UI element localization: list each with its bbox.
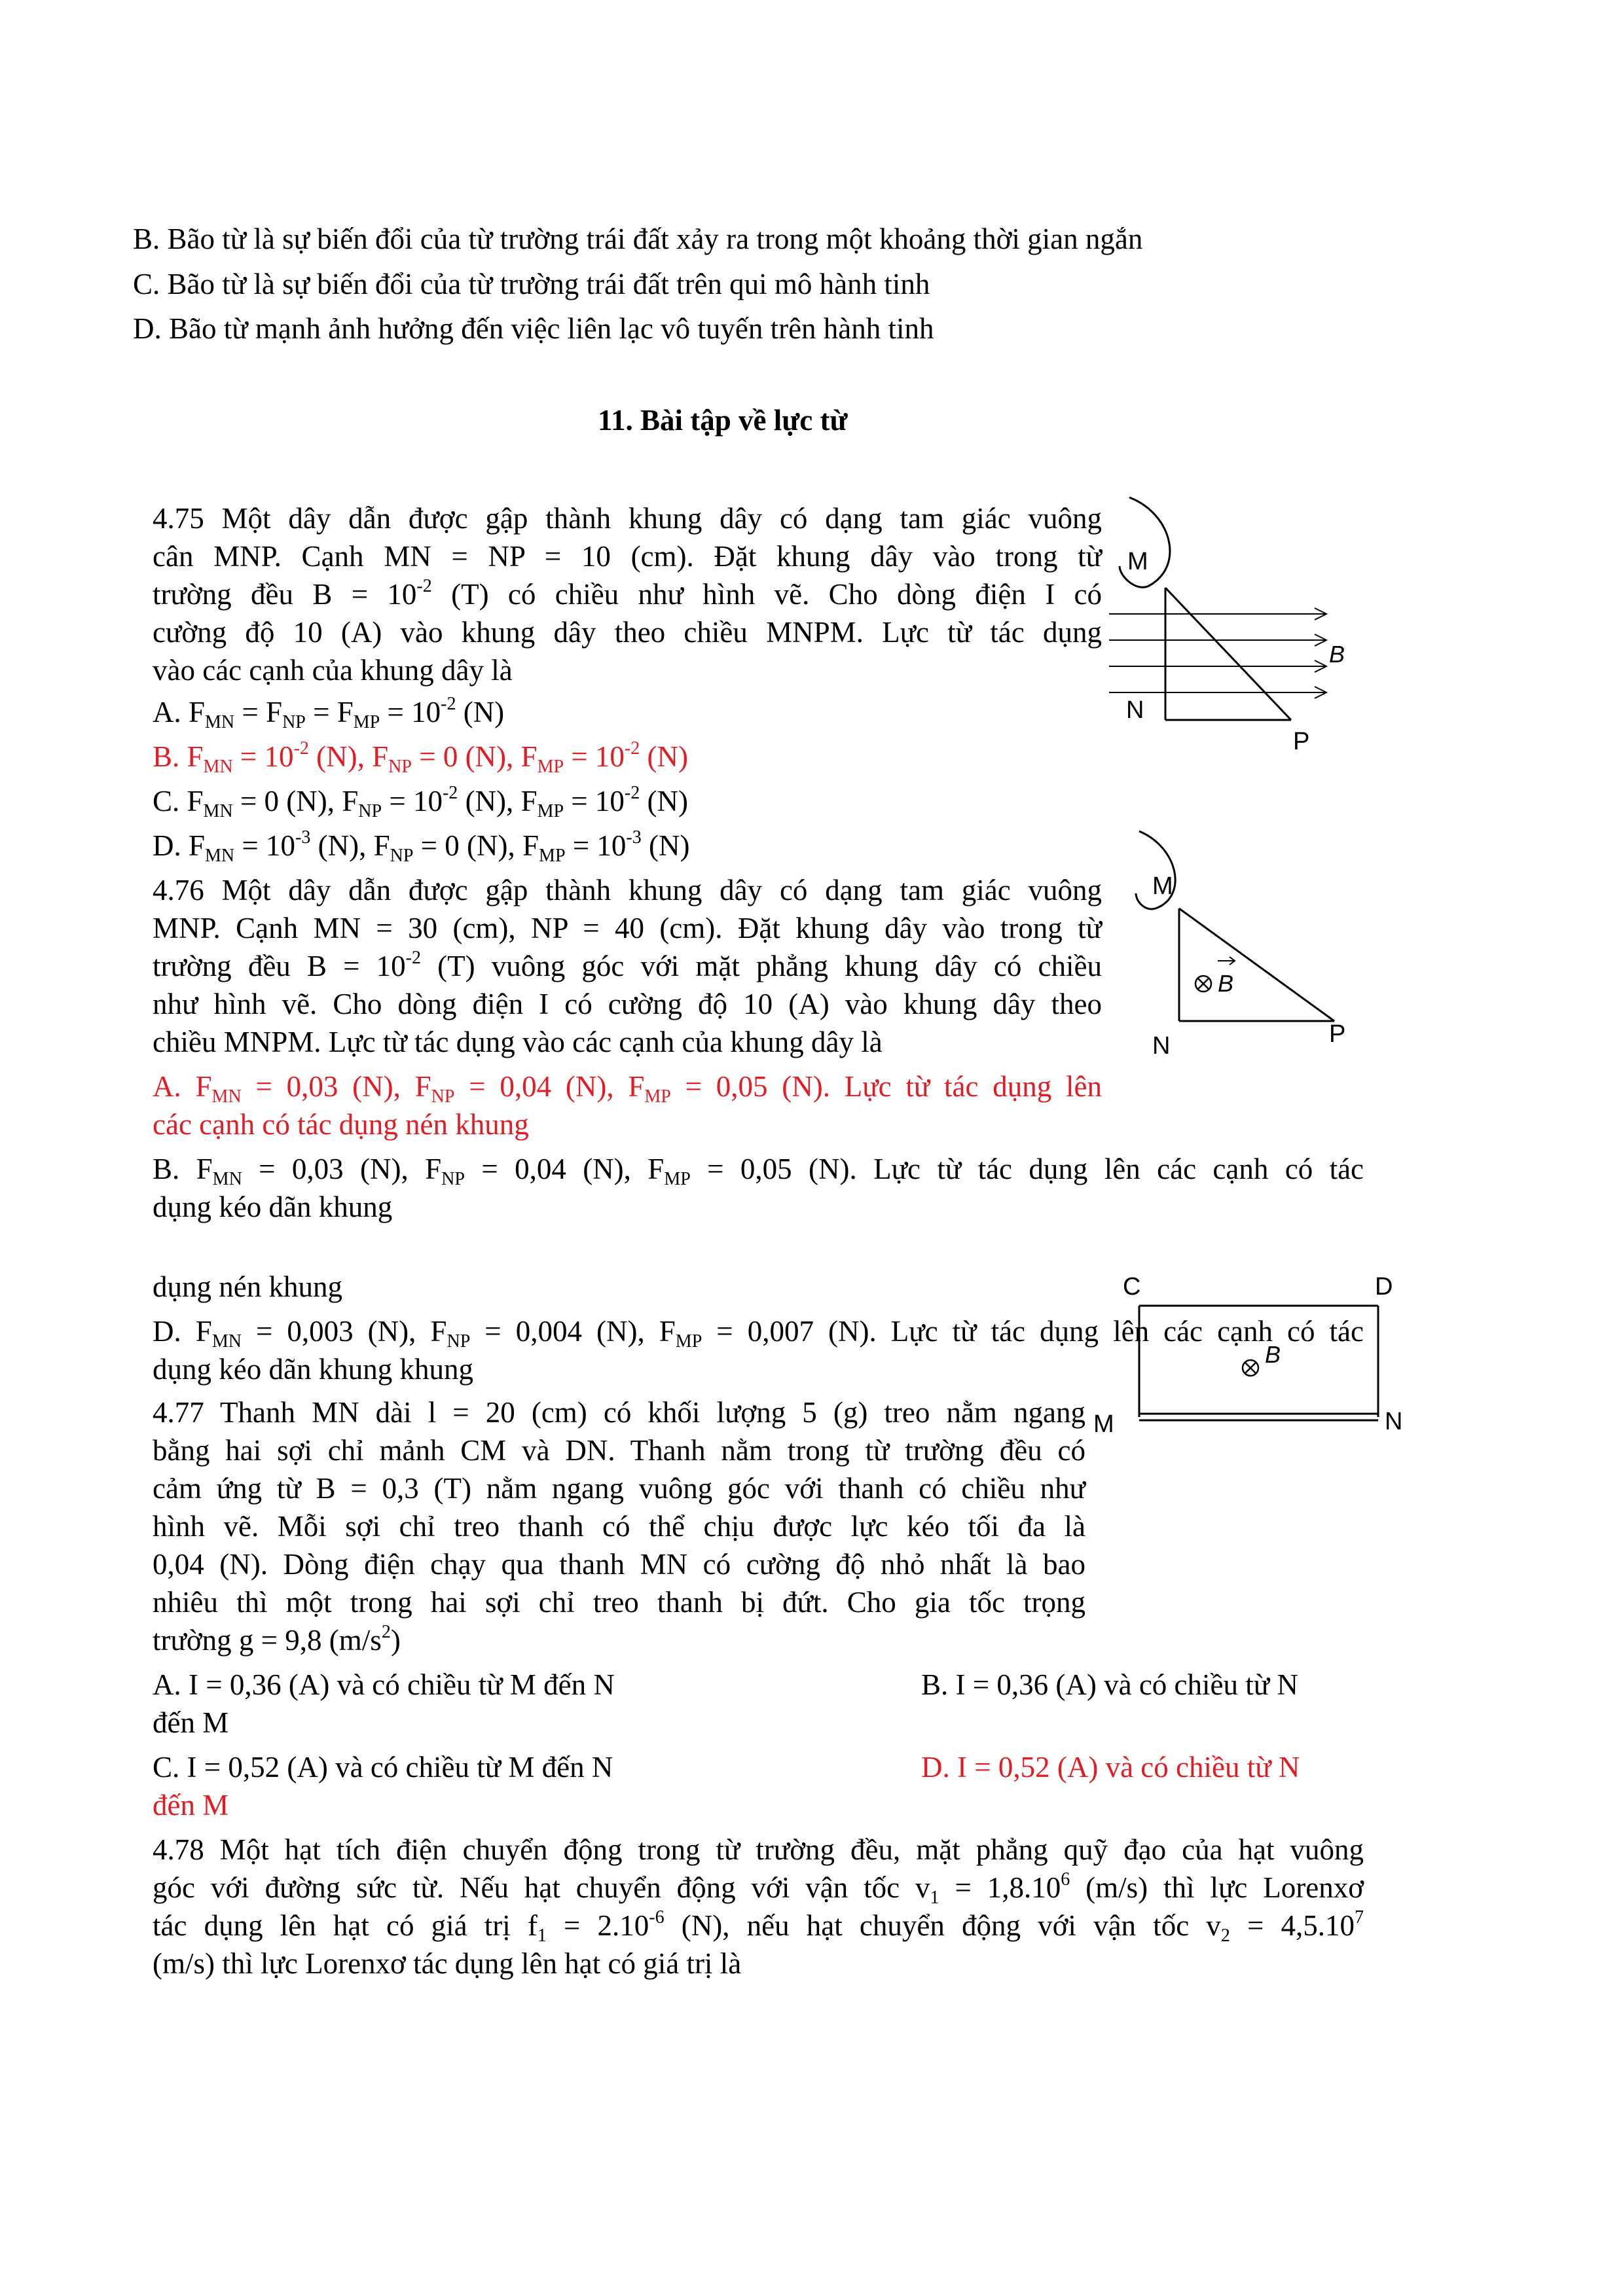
- option-b-text: B. Bão từ là sự biến đổi của từ trường trái đất xảy ra trong một khoảng thời gian ngắn: [133, 223, 1143, 255]
- q475-line: 4.75 Một dây dẫn được gập thành khung dây có dạng tam giác vuông: [153, 502, 1102, 535]
- q476-line: 4.76 Một dây dẫn được gập thành khung dây có dạng tam giác vuông: [153, 874, 1102, 906]
- q475-line: vào các cạnh của khung dây là: [153, 654, 513, 687]
- q476-option-d-cont: dụng kéo dãn khung khung: [153, 1353, 473, 1386]
- q476-option-b-cont: dụng kéo dãn khung: [153, 1191, 393, 1223]
- q476-line: MNP. Cạnh MN = 30 (cm), NP = 40 (cm). Đặt khung dây vào trong từ: [153, 912, 1102, 944]
- q476-figure: [1100, 831, 1414, 1067]
- q475-option-b: B. $F_{MN} = 10^{-2}$ (N), $F_{NP} = 0$ (N), $F_{MP} = 10^{-2}$ (N): [153, 738, 688, 777]
- q477-option-b-tail: đến M: [153, 1706, 229, 1739]
- label-b: B: [1218, 970, 1234, 997]
- label-m: M: [1127, 548, 1148, 575]
- label-p: P: [1329, 1020, 1346, 1048]
- q477-option-c: C. I = 0,52 (A) và có chiều từ M đến N: [153, 1751, 613, 1784]
- q475-option-c: C. $F_{MN} = 0$ (N), $F_{NP} = 10^{-2}$ (N), $F_{MP} = 10^{-2}$ (N): [153, 783, 688, 821]
- label-n: N: [1152, 1032, 1171, 1060]
- q476-line: chiều MNPM. Lực từ tác dụng vào các cạnh của khung dây là: [153, 1026, 883, 1058]
- label-n: N: [1126, 696, 1144, 724]
- q476-option-c-tail: dụng nén khung: [153, 1270, 342, 1303]
- q475-figure: [1100, 497, 1440, 772]
- q476-option-d: D. $F_{MN} = 0,003$ (N), $F_{NP} = 0,004$ (N), $F_{MP} = 0,007$ (N). Lực từ tác dụng lên các cạnh có tác: [153, 1315, 1364, 1352]
- q476-option-a-cont: các cạnh có tác dụng nén khung: [153, 1108, 529, 1141]
- q477-option-d: D. I = 0,52 (A) và có chiều từ N: [921, 1751, 1300, 1784]
- field-into-page-icon: [1243, 1360, 1258, 1376]
- q477-line: 0,04 (N). Dòng điện chạy qua thanh MN có cường độ nhỏ nhất là bao: [153, 1548, 1085, 1581]
- q478-line: góc với đường sức từ. Nếu hạt chuyển động với vận tốc $v_1 = 1,8.10^6$ (m/s) thì lực Lorenxơ: [153, 1869, 1364, 1908]
- side-mp: [1179, 908, 1334, 1021]
- field-line-arrows: [1109, 608, 1326, 698]
- q476-line: như hình vẽ. Cho dòng điện I có cường độ 10 (A) vào khung dây theo: [153, 988, 1102, 1020]
- q478-line: (m/s) thì lực Lorenxơ tác dụng lên hạt có giá trị là: [153, 1947, 742, 1980]
- q475-line: trường đều $B = 10^{-2}$ (T) có chiều như hình vẽ. Cho dòng điện I có: [153, 576, 1103, 611]
- label-d: D: [1375, 1273, 1393, 1300]
- q475-option-a: A. $F_{MN} = F_{NP} = F_{MP} = 10^{-2}$ (N): [153, 694, 505, 732]
- q477-line: hình vẽ. Mỗi sợi chỉ treo thanh có thể chịu được lực kéo tối đa là: [153, 1510, 1085, 1543]
- q478-line: 4.78 Một hạt tích điện chuyển động trong từ trường đều, mặt phẳng quỹ đạo của hạt vuông: [153, 1833, 1364, 1866]
- label-m: M: [1152, 872, 1173, 900]
- q477-line: trường g = 9,8 $(m/s^2)$: [153, 1622, 401, 1657]
- q477-option-a: A. I = 0,36 (A) và có chiều từ M đến N: [153, 1668, 615, 1701]
- q476-line: trường đều $B = 10^{-2}$ (T) vuông góc với mặt phẳng khung dây có chiều: [153, 948, 1103, 982]
- q477-figure: [1093, 1270, 1421, 1460]
- option-c-text: C. Bão từ là sự biến đổi của từ trường trái đất trên qui mô hành tinh: [133, 268, 930, 300]
- q475-option-d: D. $F_{MN} = 10^{-3}$ (N), $F_{NP} = 0$ (N), $F_{MP} = 10^{-3}$ (N): [153, 827, 690, 866]
- q477-line: 4.77 Thanh MN dài l = 20 (cm) có khối lượng 5 (g) treo nằm ngang: [153, 1396, 1085, 1429]
- label-b: B: [1329, 641, 1345, 668]
- q476-option-b: B. $F_{MN} = 0,03$ (N), $F_{NP} = 0,04$ (N), $F_{MP} = 0,05$ (N). Lực từ tác dụng lên các cạnh có tác: [153, 1153, 1364, 1189]
- q476-option-a: A. $F_{MN} = 0,03$ (N), $F_{NP} = 0,04$ (N), $F_{MP} = 0,05$ (N). Lực từ tác dụng lên: [153, 1070, 1103, 1107]
- label-m: M: [1093, 1410, 1114, 1438]
- q477-option-d-tail: đến M: [153, 1789, 229, 1821]
- q477-option-b: B. I = 0,36 (A) và có chiều từ N: [921, 1668, 1298, 1701]
- q477-line: bằng hai sợi chỉ mảnh CM và DN. Thanh nằm trong từ trường đều có: [153, 1434, 1085, 1467]
- side-mp: [1165, 588, 1291, 720]
- option-d-text: D. Bão từ mạnh ảnh hưởng đến việc liên lạc vô tuyến trên hành tinh: [133, 312, 934, 345]
- label-b: B: [1265, 1341, 1281, 1368]
- label-c: C: [1123, 1273, 1141, 1300]
- q478-line: tác dụng lên hạt có giá trị $f_1 = 2.10^{-6}$ (N), nếu hạt chuyển động với vận tốc $v_2 = 4,5.10^7$: [153, 1907, 1364, 1946]
- field-into-page-icon: [1195, 976, 1211, 992]
- label-n: N: [1385, 1408, 1403, 1435]
- section-title: 11. Bài tập về lực từ: [598, 404, 848, 437]
- q475-line: cân MNP. Cạnh MN = NP = 10 (cm). Đặt khung dây vào trong từ: [153, 540, 1102, 573]
- q477-line: cảm ứng từ B = 0,3 (T) nằm ngang vuông góc với thanh có chiều như: [153, 1472, 1085, 1505]
- q475-line: cường độ 10 (A) vào khung dây theo chiều MNPM. Lực từ tác dụng: [153, 616, 1102, 649]
- q477-line: nhiêu thì một trong hai sợi chỉ treo thanh bị đứt. Cho gia tốc trọng: [153, 1586, 1085, 1619]
- label-p: P: [1293, 728, 1310, 755]
